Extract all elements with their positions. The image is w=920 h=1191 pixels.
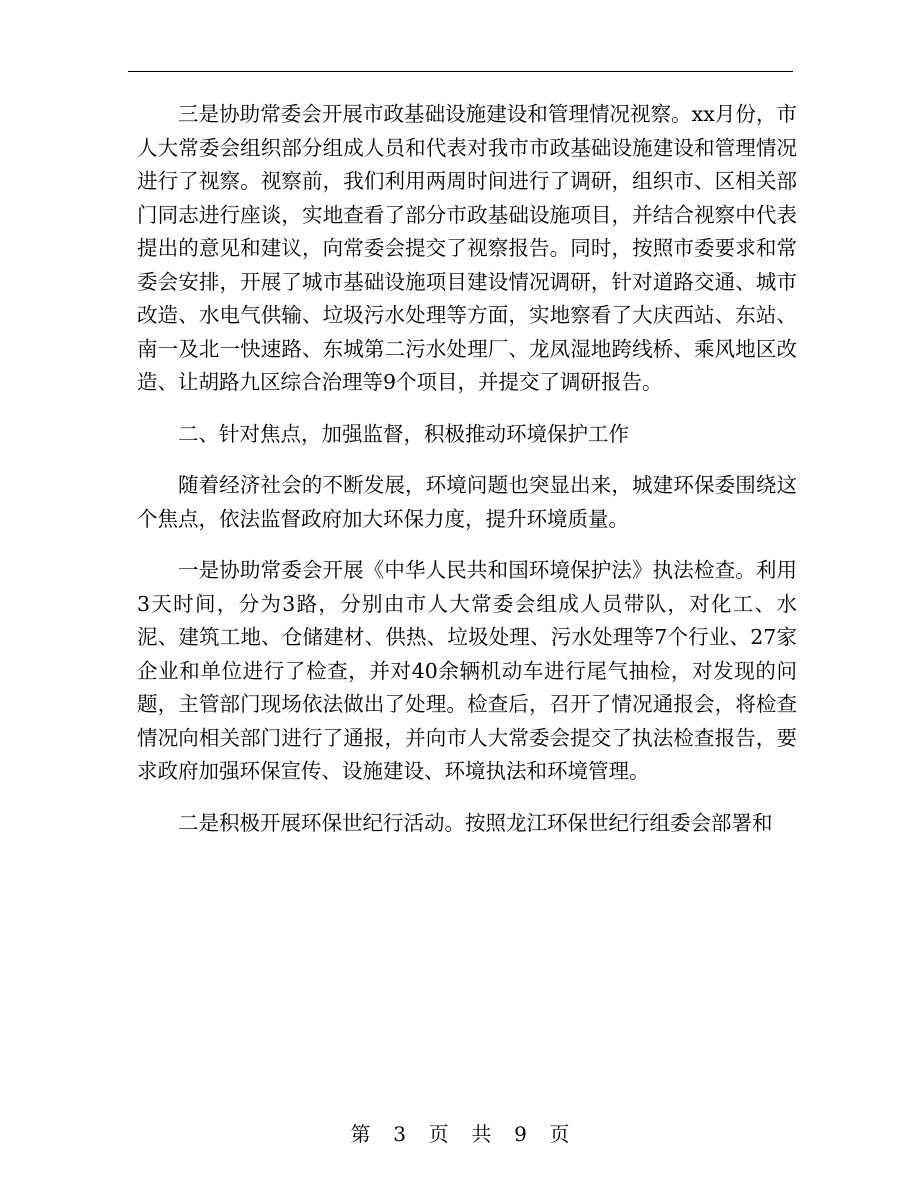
- document-body: [137, 98, 797, 858]
- paragraph-environment-intro: 随着经济社会的不断发展，环境问题也突显出来，城建环保委围绕这个焦点，依法监督政府加大环保力度，提升环境质量。: [137, 473, 797, 531]
- paragraph-environment-century-tour: 二是积极开展环保世纪行活动。按照龙江环保世纪行组委会部署和: [178, 810, 773, 835]
- footer-page-word: 页: [428, 1122, 449, 1146]
- footer-suffix: 页: [549, 1122, 570, 1146]
- paragraph-law-enforcement-check: 一是协助常委会开展《中华人民共和国环境保护法》执法检查。利用3天时间，分为3路，分别由市人大常委会组成人员带队，对化工、水泥、建筑工地、仓储建材、供热、垃圾处理、污水处理等7个行业、27家企业和单位进行了检查，并对40余辆机动车进行尾气抽检，对发现的问题，主管部门现场依法做出了处理。检查后，召开了情况通报会，将检查情况向相关部门进行了通报，并向市人大常委会提交了执法检查报告，要求政府加强环保宣传、设施建设、环境执法和环境管理。: [137, 558, 797, 783]
- section-heading-environment: 二、针对焦点，加强监督，积极推动环境保护工作: [178, 421, 629, 446]
- total-page-number: 9: [514, 1122, 527, 1146]
- paragraph-municipal-inspection: 三是协助常委会开展市政基础设施建设和管理情况视察。xx月份，市人大常委会组织部分组成人员和代表对我市市政基础设施建设和管理情况进行了视察。视察前，我们利用两周时间进行了调研，组织市、区相关部门同志进行座谈，实地查看了部分市政基础设施项目，并结合视察中代表提出的意见和建议，向常委会提交了视察报告。同时，按照市委要求和常委会安排，开展了城市基础设施项目建设情况调研，针对道路交通、城市改造、水电气供输、垃圾污水处理等方面，实地察看了大庆西站、东站、南一及北一快速路、东城第二污水处理厂、龙凤湿地跨线桥、乘风地区改造、让胡路九区综合治理等9个项目，并提交了调研报告。: [137, 102, 797, 394]
- header-divider: [128, 71, 793, 72]
- page-footer: [0, 1120, 920, 1148]
- footer-total-word: 共: [471, 1122, 492, 1146]
- current-page-number: 3: [393, 1122, 406, 1146]
- footer-prefix: 第: [350, 1122, 371, 1146]
